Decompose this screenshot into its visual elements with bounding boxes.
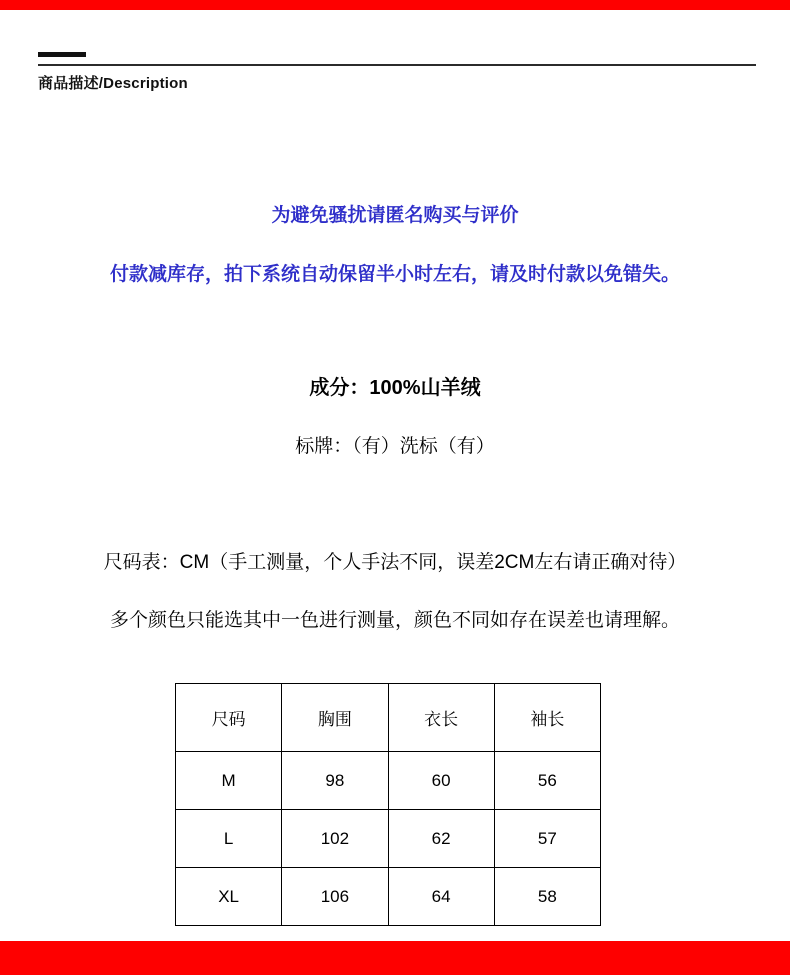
table-cell: 57 [494,810,600,868]
table-cell: M [176,752,282,810]
table-cell: L [176,810,282,868]
size-table-row-m [176,752,601,810]
table-cell: 56 [494,752,600,810]
table-cell: 64 [388,868,494,926]
size-table-header-size: 尺码 [176,684,282,752]
table-cell: 102 [282,810,388,868]
section-title: 商品描述/Description [38,75,188,92]
anonymous-purchase-notice: 为避免骚扰请匿名购买与评价 [271,205,519,226]
composition-text: 成分：100%山羊绒 [309,377,481,399]
table-cell: 58 [494,868,600,926]
table-cell: 106 [282,868,388,926]
payment-stock-notice: 付款减库存，拍下系统自动保留半小时左右，请及时付款以免错失。 [109,264,680,285]
size-table-header-sleeve: 袖长 [494,684,600,752]
size-table-header-bust: 胸围 [282,684,388,752]
size-table [175,683,601,926]
size-table-row-l [176,810,601,868]
section-divider-line [38,64,756,66]
table-cell: 98 [282,752,388,810]
size-table-header-length: 衣长 [388,684,494,752]
size-chart-color-note: 多个颜色只能选其中一色进行测量，颜色不同如存在误差也请理解。 [109,610,680,631]
label-wash-tag-text: 标牌：（有）洗标（有） [295,436,495,457]
table-cell: 60 [388,752,494,810]
bottom-accent-bar [0,941,790,975]
size-chart-measure-note: 尺码表：CM（手工测量，个人手法不同，误差2CM左右请正确对待） [103,552,687,573]
size-table-row-xl [176,868,601,926]
table-cell: XL [176,868,282,926]
table-cell: 62 [388,810,494,868]
top-accent-bar [0,0,790,10]
section-marker-dash [38,52,86,57]
size-table-header-row [176,684,601,752]
